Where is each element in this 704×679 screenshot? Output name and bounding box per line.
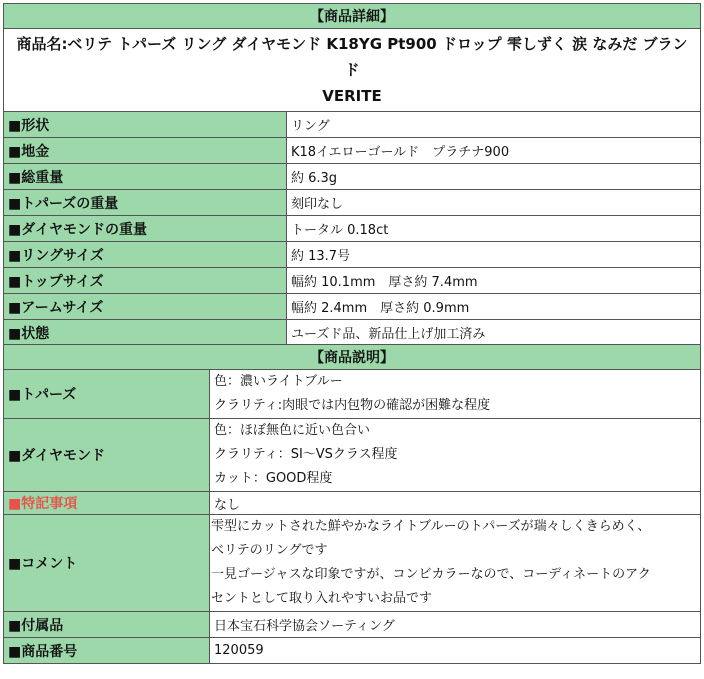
detail-label: ■ダイヤモンドの重量 — [4, 216, 287, 242]
product-name-line-1: 商品名:ベリテ トパーズ リング ダイヤモンド K18YG Pt900 ドロップ 雫しずく 涙 なみだ ブランド — [16, 35, 688, 79]
desc-label: ■付属品 — [4, 612, 210, 638]
desc-label: ■トパーズ — [4, 370, 210, 419]
detail-value: トータル 0.18ct — [287, 216, 701, 242]
desc-line: 雫型にカットされた鮮やかなライトブルーのトパーズが瑞々しくきらめく、 — [211, 519, 651, 534]
detail-row-top-size — [4, 268, 701, 294]
desc-row-diamond — [4, 419, 701, 492]
detail-row-ring-size — [4, 242, 701, 268]
desc-row-item-number — [4, 638, 701, 664]
desc-value — [210, 515, 701, 612]
detail-label: ■状態 — [4, 320, 287, 346]
detail-row-arm-size — [4, 294, 701, 320]
desc-value: 120059 — [210, 638, 701, 664]
details-header: 【商品詳細】 — [4, 4, 701, 29]
desc-value: なし — [210, 492, 701, 515]
desc-line: カット：GOOD程度 — [214, 471, 333, 486]
desc-row-accessories — [4, 612, 701, 638]
desc-line: セントとして取り入れやすいお品です — [211, 591, 433, 606]
desc-row-comment — [4, 515, 701, 612]
detail-label: ■アームサイズ — [4, 294, 287, 320]
detail-value: 幅約 10.1mm 厚さ約 7.4mm — [287, 268, 701, 294]
desc-line: 色：濃いライトブルー — [214, 374, 343, 389]
detail-value: K18イエローゴールド プラチナ900 — [287, 138, 701, 164]
desc-label: ■商品番号 — [4, 638, 210, 664]
detail-value: ユーズド品、新品仕上げ加工済み — [287, 320, 701, 346]
desc-value: 日本宝石科学協会ソーティング — [210, 612, 701, 638]
detail-value: 刻印なし — [287, 190, 701, 216]
detail-label: ■トップサイズ — [4, 268, 287, 294]
desc-label: ■ダイヤモンド — [4, 419, 210, 492]
product-name — [4, 29, 701, 112]
desc-line: 一見ゴージャスな印象ですが、コンビカラーなので、コーディネートのアク — [211, 567, 651, 582]
detail-label: ■形状 — [4, 112, 287, 138]
product-description-table — [3, 344, 701, 664]
detail-row-topaz-weight — [4, 190, 701, 216]
detail-value: リング — [287, 112, 701, 138]
desc-line: 色：ほぼ無色に近い色合い — [214, 423, 371, 438]
desc-row-special — [4, 492, 701, 515]
detail-value: 約 13.7号 — [287, 242, 701, 268]
detail-label: ■地金 — [4, 138, 287, 164]
product-details-table — [3, 3, 701, 346]
desc-value — [210, 370, 701, 419]
desc-line: ベリテのリングです — [211, 543, 328, 558]
desc-line: クラリティ：SI〜VSクラス程度 — [214, 447, 398, 462]
desc-label — [4, 492, 210, 515]
detail-row-diamond-weight — [4, 216, 701, 242]
detail-value: 約 6.3g — [287, 164, 701, 190]
detail-label: ■総重量 — [4, 164, 287, 190]
detail-row-shape — [4, 112, 701, 138]
desc-label: ■コメント — [4, 515, 210, 612]
detail-row-condition — [4, 320, 701, 346]
detail-label: ■トパーズの重量 — [4, 190, 287, 216]
special-label-text: ■特記事項 — [8, 496, 78, 512]
detail-value: 幅約 2.4mm 厚さ約 0.9mm — [287, 294, 701, 320]
description-header: 【商品説明】 — [4, 345, 701, 370]
desc-line: クラリティ:肉眼では内包物の確認が困難な程度 — [214, 398, 491, 413]
desc-row-topaz — [4, 370, 701, 419]
desc-value — [210, 419, 701, 492]
detail-row-metal — [4, 138, 701, 164]
detail-row-total-weight — [4, 164, 701, 190]
product-name-line-2: VERITE — [322, 87, 382, 105]
detail-label: ■リングサイズ — [4, 242, 287, 268]
